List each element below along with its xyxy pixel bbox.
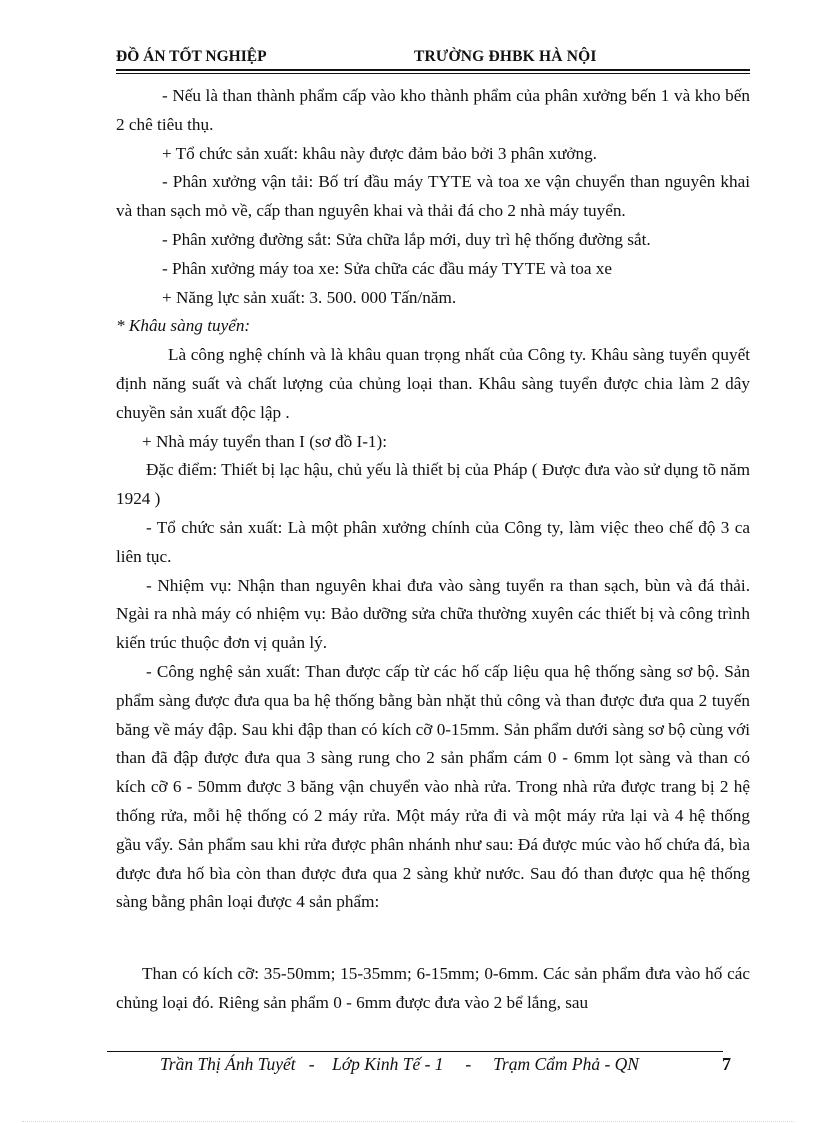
paragraph: Than có kích cỡ: 35-50mm; 15-35mm; 6-15mm; 0-6mm. Các sản phẩm đưa vào hố các chủng loại đó. Riêng sản phẩm 0 - 6mm được đưa vào 2 bể lắng, sau <box>116 964 750 1012</box>
paragraph: - Tổ chức sản xuất: Là một phân xưởng chính của Công ty, làm việc theo chế độ 3 ca liên tục. <box>116 517 750 566</box>
document-body <box>116 82 750 1018</box>
paragraph: - Phân xưởng máy toa xe: Sửa chữa các đầu máy TYTE và toa xe <box>162 258 613 278</box>
section-heading: * Khâu sàng tuyển: <box>116 316 251 336</box>
paragraph: + Nhà máy tuyển than I (sơ đồ I-1): <box>142 431 388 451</box>
footer-rule <box>107 1051 723 1052</box>
paragraph: - Công nghệ sản xuất: Than được cấp từ các hố cấp liệu qua hệ thống sàng sơ bộ. Sản phẩm sàng được đưa qua ba hệ thống bằng bàn nhặt thủ công và than được đưa qua 2 tuyến băng về máy đập. Sau khi đập than có kích cỡ 0-15mm. Sản phẩm dưới sàng sơ bộ cùng với than đã đập được đưa qua 3 sàng rung cho 2 sản phẩm cám 0 - 6mm lọt sàng và than có kích cỡ 6 - 50mm được 3 băng vận chuyển vào nhà rửa. Trong nhà rửa được trang bị 2 hệ thống rửa, mỗi hệ thống có 2 máy rửa. Một máy rửa đi và một máy rửa lại và 4 hệ thống gầu vẩy. Sản phẩm sau khi rửa được phân nhánh như sau: Đá được múc vào hố chứa đá, bìa được đưa hố bìa còn than được đưa qua 2 sàng khử nước. Sau đó than được qua hệ thống sàng bằng phân loại được 4 sản phẩm: <box>116 661 750 912</box>
header-title-left: ĐỒ ÁN TỐT NGHIỆP <box>116 48 267 65</box>
page-number: 7 <box>722 1054 731 1074</box>
paragraph: Là công nghệ chính và là khâu quan trọng nhất của Công ty. Khâu sàng tuyển quyết định năng suất và chất lượng của chủng loại than. Khâu sàng tuyển được chia làm 2 dây chuyền sản xuất độc lập . <box>116 345 750 422</box>
header-title-right: TRƯỜNG ĐHBK HÀ NỘI <box>414 48 597 65</box>
paragraph-gap <box>116 917 750 960</box>
header-rule-thin <box>116 73 750 74</box>
footer-separator: - <box>465 1054 472 1074</box>
footer-class: Lớp Kinh Tế - 1 <box>332 1054 444 1074</box>
paragraph: - Nếu là than thành phẩm cấp vào kho thành phẩm của phân xưởng bến 1 và kho bến 2 chê tiêu thụ. <box>116 86 750 134</box>
paragraph: + Tổ chức sản xuất: khâu này được đảm bảo bởi 3 phân xưởng. <box>162 143 597 163</box>
footer-location: Trạm Cẩm Phả - QN <box>493 1054 639 1074</box>
header-rule-thick <box>116 69 750 71</box>
paragraph: Đặc điểm: Thiết bị lạc hậu, chủ yếu là thiết bị của Pháp ( Được đưa vào sử dụng tõ năm 1924 ) <box>116 460 750 509</box>
header-row <box>116 48 750 68</box>
paragraph: + Năng lực sản xuất: 3. 500. 000 Tấn/năm. <box>162 287 457 307</box>
paragraph: - Nhiệm vụ: Nhận than nguyên khai đưa vào sàng tuyển ra than sạch, bùn và đá thải. Ngài ra nhà máy có nhiệm vụ: Bảo dưỡng sửa chữa thường xuyên các thiết bị và công trình kiến trúc thuộc đơn vị quản lý. <box>116 575 750 653</box>
footer-separator: - <box>308 1054 315 1074</box>
paragraph: - Phân xưởng đường sắt: Sửa chữa lắp mới, duy trì hệ thống đường sắt. <box>162 229 651 249</box>
paragraph: - Phân xưởng vận tải: Bố trí đầu máy TYTE và toa xe vận chuyển than nguyên khai và than sạch mỏ về, cấp than nguyên khai và thải đá cho 2 nhà máy tuyển. <box>116 172 750 221</box>
page-footer <box>160 1054 639 1078</box>
footer-author: Trần Thị Ánh Tuyết <box>160 1054 296 1074</box>
